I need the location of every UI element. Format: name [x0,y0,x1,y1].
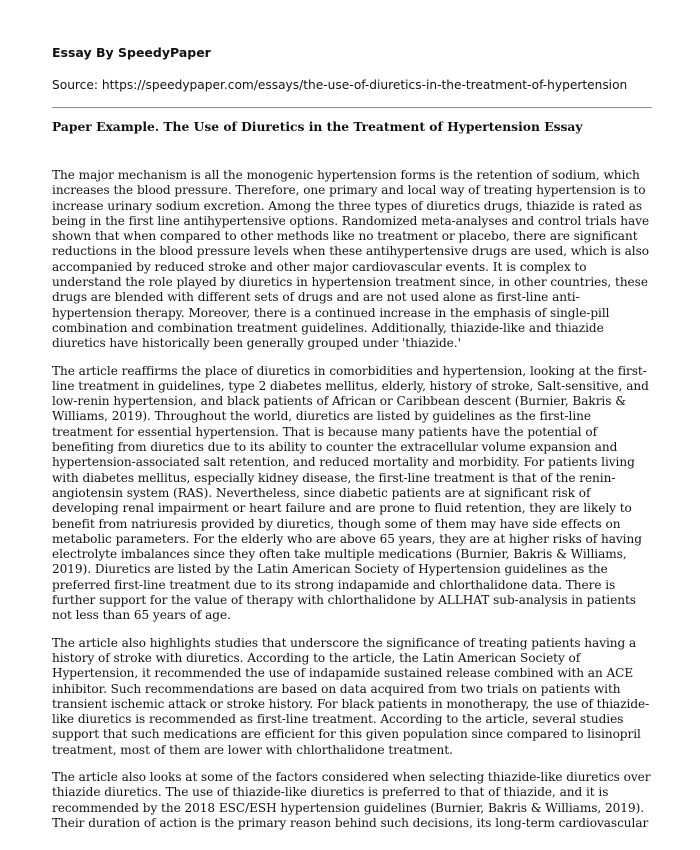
essay-body [52,168,651,831]
body-paragraph: The article also looks at some of the factors considered when selecting thiazide-like diuretics over thiazide diuretics. The use of thiazide-like diuretics is preferred to that of thiazide, and it is recommended by the 2018 ESC/ESH hypertension guidelines (Burnier, Bakris & Williams, 2019). Their duration of action is the primary reason behind such decisions, its long-term cardiovascular [52,769,651,830]
source-line: Source: https://speedypaper.com/essays/the-use-of-diuretics-in-the-treatment-of-hypertension [52,78,628,92]
header-divider [52,107,652,108]
body-paragraph: The article also highlights studies that underscore the significance of treating patients having a history of stroke with diuretics. According to the article, the Latin American Society of Hypertension, it recommended the use of indapamide sustained release combined with an ACE inhibitor. Such recommendations are based on data acquired from two trials on patients with transient ischemic attack or stroke history. For black patients in monotherapy, the use of thiazide-like diuretics is recommended as first-line treatment. According to the article, several studies support that such medications are efficient for this given population since compared to lisinopril treatment, most of them are lower with chlorthalidone treatment. [52,635,650,757]
paper-title: Paper Example. The Use of Diuretics in the Treatment of Hypertension Essay [52,119,583,134]
body-paragraph: The article reaffirms the place of diuretics in comorbidities and hypertension, looking at the first-line treatment in guidelines, type 2 diabetes mellitus, elderly, history of stroke, Salt-sensitive, and low-renin hypertension, and black patients of African or Caribbean descent (Burnier, Bakris & Williams, 2019). Throughout the world, diuretics are listed by guidelines as the first-line treatment for essential hypertension. That is because many patients have the potential of benefiting from diuretics due to its ability to counter the extracellular volume expansion and hypertension-associated salt retention, and reduced mortality and morbidity. For patients living with diabetes mellitus, especially kidney disease, the first-line treatment is that of the renin-angiotensin system (RAS). Nevertheless, since diabetic patients are at significant risk of developing renal impairment or heart failure and are prone to fluid retention, they are likely to benefit from natriuresis provided by diuretics, though some of them may have side effects on metabolic parameters. For the elderly who are above 65 years, they are at higher risks of having electrolyte imbalances since they often take multiple medications (Burnier, Bakris & Williams, 2019). Diuretics are listed by the Latin American Society of Hypertension guidelines as the preferred first-line treatment due to its strong indapamide and chlorthalidone data. There is further support for the value of therapy with chlorthalidone by ALLHAT sub-analysis in patients not less than 65 years of age. [52,363,649,623]
body-paragraph: The major mechanism is all the monogenic hypertension forms is the retention of sodium, which increases the blood pressure. Therefore, one primary and local way of treating hypertension is to increase urinary sodium excretion. Among the three types of diuretics drugs, thiazide is rated as being in the first line antihypertensive options. Randomized meta-analyses and control trials have shown that when compared to other methods like no treatment or placebo, there are significant reductions in the blood pressure levels when these antihypertensive drugs are used, which is also accompanied by reduced stroke and other major cardiovascular events. It is complex to understand the role played by diuretics in hypertension treatment since, in other countries, these drugs are blended with different sets of drugs and are not used alone as first-line anti-hypertension therapy. Moreover, there is a continued increase in the emphasis of single-pill combination and combination treatment guidelines. Additionally, thiazide-like and thiazide diuretics have historically been generally grouped under 'thiazide.' [52,168,650,351]
brand-heading: Essay By SpeedyPaper [52,45,211,60]
